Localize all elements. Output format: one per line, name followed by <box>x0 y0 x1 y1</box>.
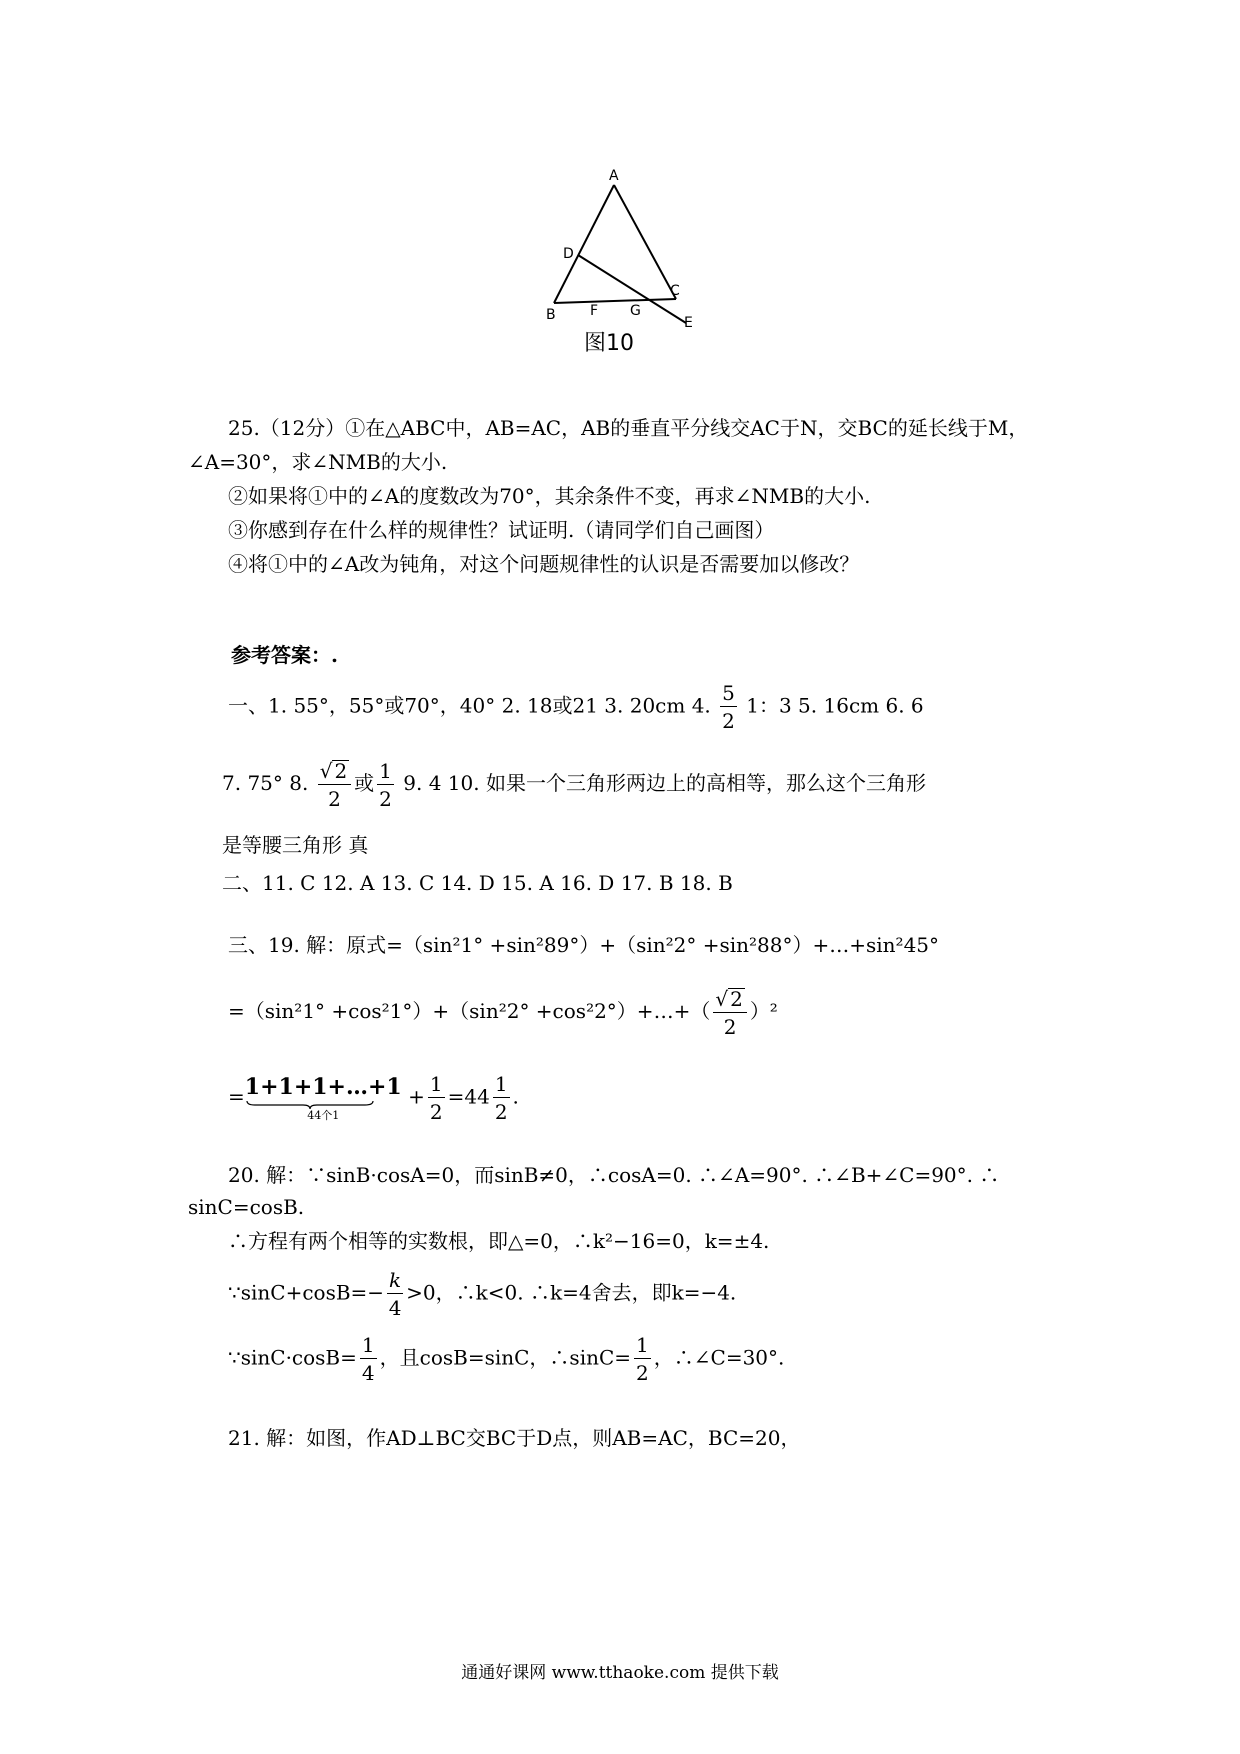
segment-ac <box>614 185 676 299</box>
point-b-label: B <box>546 307 556 323</box>
q19-line2-text: =（sin²1° +cos²1°）+（sin²2° +cos²2°）+…+（ <box>228 999 711 1023</box>
q20-line2: sinC=cosB. <box>188 1195 305 1219</box>
point-e-label: E <box>684 315 693 331</box>
q25-line4: ③你感到存在什么样的规律性？试证明.（请同学们自己画图） <box>228 518 775 542</box>
q20-line3: ∴方程有两个相等的实数根，即△=0，∴k²−16=0，k=±4. <box>228 1229 770 1253</box>
q20-line1: 20. 解：∵sinB·cosA=0，而sinB≠0，∴cosA=0. ∴∠A=90°. ∴∠B+∠C=90°. ∴ <box>228 1163 1000 1187</box>
q25-line5: ④将①中的∠A改为钝角，对这个问题规律性的认识是否需要加以修改？ <box>228 552 860 576</box>
fraction-5-2: $\frac{5}{2}$ <box>722 681 735 733</box>
answers-part2: 二、11. C 12. A 13. C 14. D 15. A 16. D 17. B 18. B <box>222 871 733 895</box>
point-d-label: D <box>563 246 574 262</box>
figure-caption: 图10 <box>584 331 634 356</box>
q25-line2: ∠A=30°，求∠NMB的大小. <box>188 450 448 474</box>
point-f-label: F <box>590 303 599 319</box>
q19-line3: =1+1+1+…+1 44个1 + $\frac{1}{2}$ =44 $\frac{1}{2}$ . <box>228 1072 519 1124</box>
underbrace-sum: 1+1+1+…+1 44个1 <box>244 1074 402 1122</box>
q20-line5: ∵sinC·cosB= $\frac{1}{4}$ ，且cosB=sinC，∴sinC= $\frac{1}{2}$ ，∴∠C=30°. <box>228 1333 785 1385</box>
q21-line: 21. 解：如图，作AD⊥BC交BC于D点，则AB=AC，BC=20， <box>228 1426 801 1450</box>
answers-part1-line <box>228 683 924 731</box>
q19-line1: 三、19. 解：原式=（sin²1° +sin²89°）+（sin²2° +sin²88°）+…+sin²45° <box>228 933 940 957</box>
answers-heading: 参考答案：. <box>231 643 338 667</box>
point-g-label: G <box>630 303 641 319</box>
q7-8-text: 7. 75° 8. <box>222 771 309 795</box>
point-c-label: C <box>670 283 680 299</box>
fraction-1-2-b: $\frac{1}{2}$ <box>429 1072 443 1124</box>
q19-line2-end: ）² <box>749 999 778 1023</box>
point-a-label: A <box>609 168 619 184</box>
q10-continuation: 是等腰三角形 真 <box>222 833 369 857</box>
page-footer: 通通好课网 www.tthaoke.com 提供下载 <box>461 1663 779 1683</box>
fraction-1-2: $\frac{1}{2}$ <box>379 758 392 811</box>
part1-text-b: 1：3 5. 16cm 6. 6 <box>746 693 924 718</box>
fraction-1-2-c: $\frac{1}{2}$ <box>494 1072 508 1124</box>
q25-line3: ②如果将①中的∠A的度数改为70°，其余条件不变，再求∠NMB的大小. <box>228 484 871 508</box>
fraction-1-2-d: $\frac{1}{2}$ <box>636 1333 649 1385</box>
fraction-1-4: $\frac{1}{4}$ <box>361 1333 375 1385</box>
q25-line1: 25.（12分）①在△ABC中，AB=AC，AB的垂直平分线交AC于N，交BC的延长线于M， <box>228 416 1029 440</box>
segment-ab <box>554 185 614 303</box>
or-text: 或 <box>354 771 375 795</box>
fraction-sqrt2-over-2-b: $\frac{√ 2}{2}$ <box>713 988 746 1037</box>
q19-line2 <box>228 988 778 1037</box>
fraction-sqrt2-over-2: $\frac{√ 2}{2}$ <box>318 760 351 809</box>
answers-q7-10-line <box>222 760 926 809</box>
q9-10-text: 9. 4 10. 如果一个三角形两边上的高相等，那么这个三角形 <box>403 771 926 795</box>
triangle-figure <box>530 165 710 345</box>
part1-text-a: 一、1. 55°，55°或70°，40° 2. 18或21 3. 20cm 4. <box>228 693 711 718</box>
segment-bc <box>554 299 676 303</box>
fraction-k-4: $\frac{k}{4}$ <box>388 1268 402 1320</box>
q20-line4: ∵sinC+cosB=− $\frac{k}{4}$ >0，∴k<0. ∴k=4舍去，即k=−4. <box>228 1268 737 1320</box>
